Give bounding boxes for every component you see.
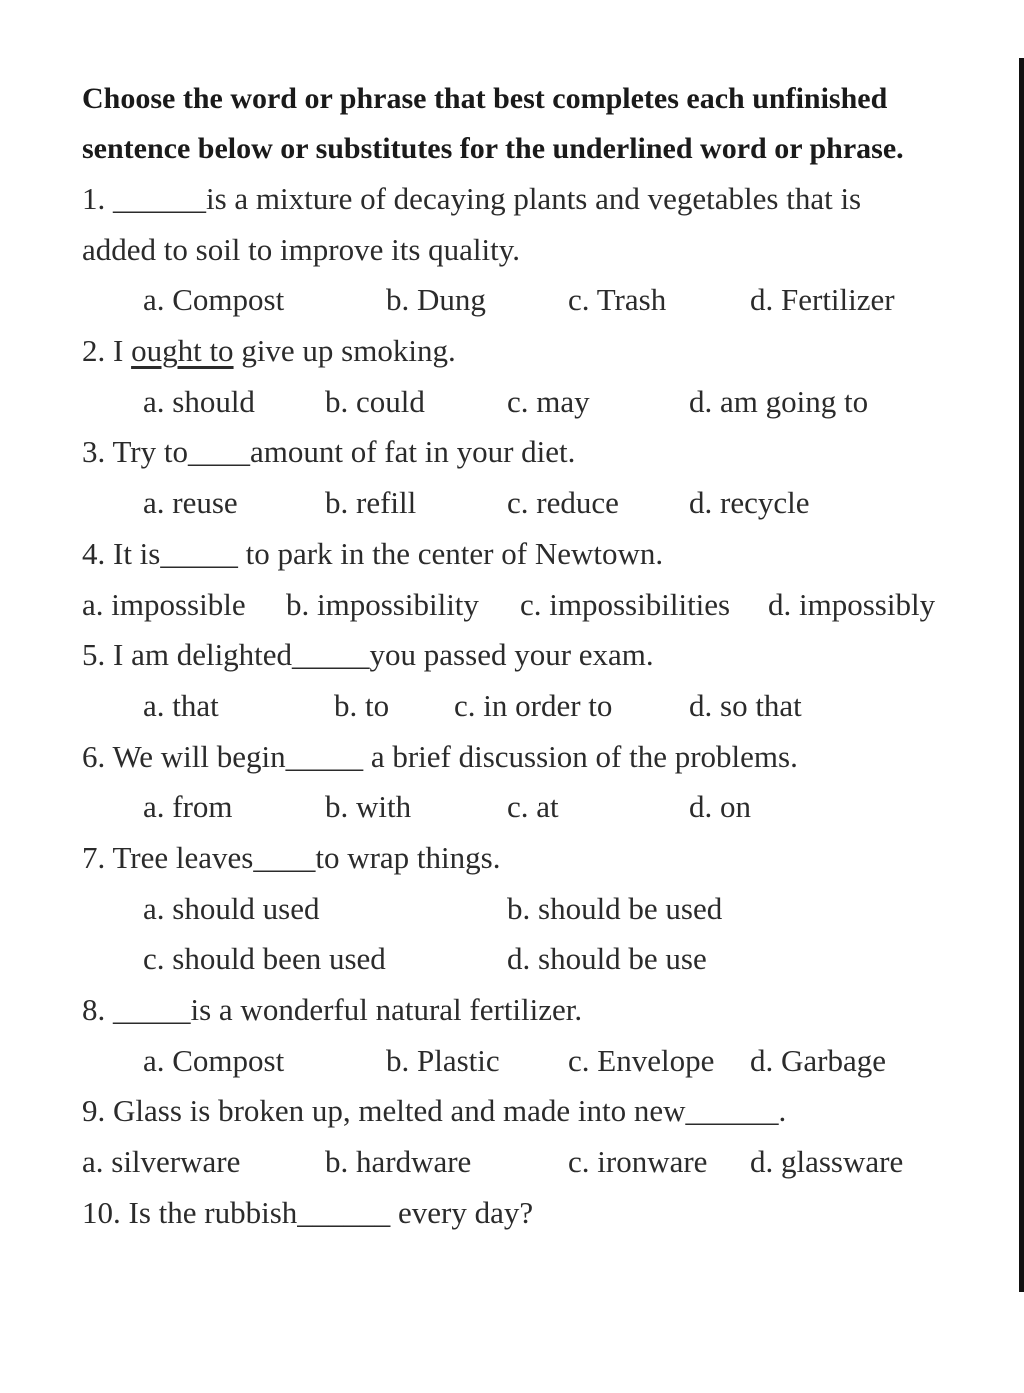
question-10-stem: 10. Is the rubbish______ every day? [82, 1194, 534, 1230]
question-5-stem: 5. I am delighted_____you passed your exam. [82, 637, 654, 673]
question-2-stem-before: 2. I [82, 333, 132, 369]
option-c[interactable]: c. should been used [143, 941, 386, 977]
question-8-options [82, 1036, 982, 1087]
question-8-stem: 8. _____is a wonderful natural fertilizer. [82, 992, 583, 1027]
option-c[interactable]: c. Trash [568, 282, 667, 318]
question-9-options [82, 1137, 982, 1188]
option-c[interactable]: c. in order to [454, 687, 613, 723]
question-4-options [82, 580, 982, 631]
option-b[interactable]: b. to [334, 687, 390, 723]
option-d[interactable]: d. should be use [507, 941, 707, 977]
option-d[interactable]: d. recycle [689, 485, 810, 521]
option-b[interactable]: b. with [325, 789, 412, 825]
option-d[interactable]: d. Fertilizer [750, 282, 895, 318]
question-1-stem-line-1: 1. ______is a mixture of decaying plants and vegetables that is [82, 181, 862, 216]
option-d[interactable]: d. impossibly [768, 586, 936, 622]
option-a[interactable]: a. should used [143, 890, 320, 926]
option-d[interactable]: d. Garbage [750, 1042, 886, 1078]
option-d[interactable]: d. am going to [689, 383, 869, 419]
option-c[interactable]: c. impossibilities [520, 586, 731, 622]
option-b[interactable]: b. impossibility [286, 586, 479, 622]
question-4-stem: 4. It is_____ to park in the center of Newtown. [82, 535, 664, 571]
question-7-options-row-1 [82, 884, 982, 935]
option-a[interactable]: a. Compost [143, 282, 285, 318]
option-a[interactable]: a. should [143, 383, 255, 419]
option-b[interactable]: b. Dung [386, 282, 486, 318]
option-d[interactable]: d. on [689, 789, 751, 825]
question-5-options [82, 681, 982, 732]
option-c[interactable]: c. Envelope [568, 1042, 715, 1078]
question-3-options [82, 478, 982, 529]
option-c[interactable]: c. may [507, 383, 590, 419]
option-b[interactable]: b. refill [325, 485, 417, 521]
question-1-stem-line-2: added to soil to improve its quality. [82, 231, 520, 267]
underlined-phrase: ought to [131, 333, 234, 369]
option-a[interactable]: a. Compost [143, 1042, 285, 1078]
question-7-options-row-2 [82, 934, 982, 985]
option-c[interactable]: c. at [507, 789, 559, 825]
option-b[interactable]: b. Plastic [386, 1042, 500, 1078]
option-a[interactable]: a. that [143, 687, 219, 723]
option-a[interactable]: a. silverware [82, 1144, 241, 1180]
option-a[interactable]: a. impossible [82, 586, 246, 622]
option-b[interactable]: b. could [325, 383, 425, 419]
option-c[interactable]: c. ironware [568, 1144, 708, 1180]
question-7-stem: 7. Tree leaves____to wrap things. [82, 839, 501, 875]
exercise-sheet [82, 74, 982, 1238]
option-d[interactable]: d. glassware [750, 1144, 904, 1180]
option-a[interactable]: a. reuse [143, 485, 238, 521]
question-1-options [82, 275, 982, 326]
instructions: Choose the word or phrase that best completes each unfinished sentence below or substitutes for the underlined word or phrase. [82, 82, 904, 165]
page-edge [1019, 58, 1024, 1292]
question-6-stem: 6. We will begin_____ a brief discussion of the problems. [82, 738, 798, 774]
question-9-stem: 9. Glass is broken up, melted and made into new______. [82, 1093, 787, 1129]
question-2-stem-after: give up smoking. [233, 333, 456, 369]
question-3-stem: 3. Try to____amount of fat in your diet. [82, 434, 576, 470]
option-b[interactable]: b. should be used [507, 890, 723, 926]
option-a[interactable]: a. from [143, 789, 233, 825]
question-2-stem [82, 326, 982, 377]
option-c[interactable]: c. reduce [507, 485, 619, 521]
option-d[interactable]: d. so that [689, 687, 802, 723]
question-6-options [82, 782, 982, 833]
option-b[interactable]: b. hardware [325, 1144, 472, 1180]
question-2-options [82, 377, 982, 428]
